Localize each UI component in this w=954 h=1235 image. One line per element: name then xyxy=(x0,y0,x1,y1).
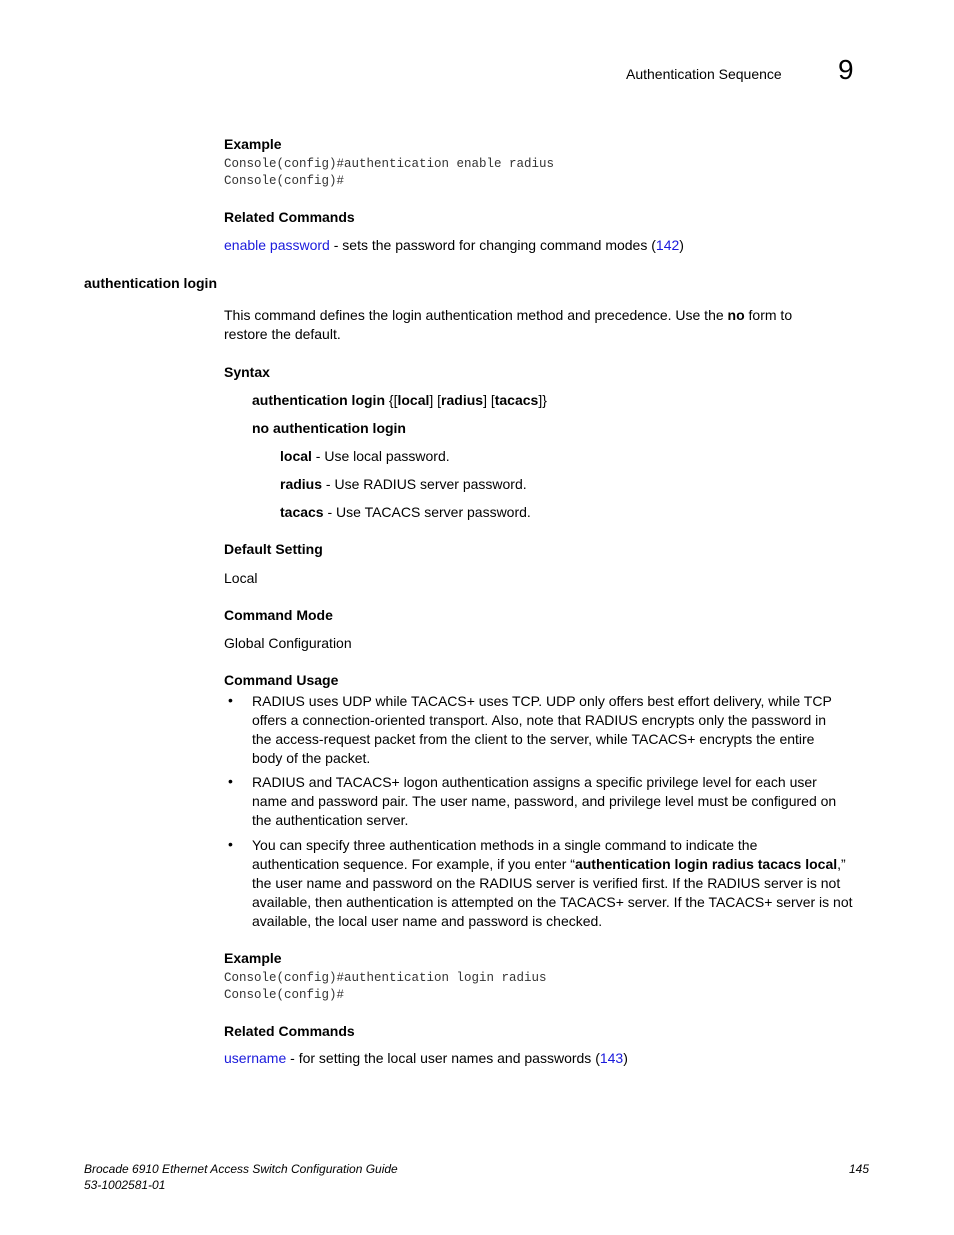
syntax-param-local: local xyxy=(397,392,430,408)
chapter-number: 9 xyxy=(838,54,854,85)
code-line: Console(config)# xyxy=(224,988,345,1002)
syntax-param-radius: radius xyxy=(441,392,484,408)
page-link-143[interactable]: 143 xyxy=(599,1050,624,1066)
username-link[interactable]: username xyxy=(224,1050,287,1066)
bullet-marker: • xyxy=(228,773,233,789)
code-line: Console(config)# xyxy=(224,174,345,188)
footer-page-number: 145 xyxy=(849,1162,870,1176)
desc-no-keyword: no xyxy=(727,307,745,323)
bullet-line: available, then authentication is attempted on the TACACS+ server. If the TACACS+ server is not xyxy=(252,894,853,910)
param-radius xyxy=(280,475,527,494)
footer-doc-title: Brocade 6910 Ethernet Access Switch Configuration Guide xyxy=(84,1162,398,1176)
bullet-text: ,” xyxy=(837,856,846,872)
bullet-line: available, the local user name and password is checked. xyxy=(252,913,603,929)
running-header-title: Authentication Sequence xyxy=(626,66,782,82)
param-name: radius xyxy=(280,476,323,492)
code-block xyxy=(224,156,554,190)
related-command-entry xyxy=(224,236,684,255)
bullet-text: authentication sequence. For example, if you enter “ xyxy=(252,856,575,872)
example-heading: Example xyxy=(224,136,282,152)
usage-bullet-1 xyxy=(252,692,872,768)
related-commands-heading: Related Commands xyxy=(224,209,355,225)
related-desc: - sets the password for changing command modes ( xyxy=(329,237,656,253)
param-desc: - Use TACACS server password. xyxy=(323,504,531,520)
code-line: Console(config)#authentication login radius xyxy=(224,971,547,985)
bullet-marker: • xyxy=(228,692,233,708)
footer-doc-number: 53-1002581-01 xyxy=(84,1178,166,1192)
syntax-no-form: no authentication login xyxy=(252,420,406,436)
usage-bullet-2 xyxy=(252,773,872,830)
desc-text: form to xyxy=(744,307,793,323)
param-name: local xyxy=(280,448,312,464)
param-name: tacacs xyxy=(280,504,324,520)
bullet-line: offers a connection-oriented transport. Also, note that RADIUS encrypts only the password in xyxy=(252,712,827,728)
usage-bullet-3 xyxy=(252,836,872,931)
related-desc: - for setting the local user names and passwords ( xyxy=(286,1050,600,1066)
syntax-heading: Syntax xyxy=(224,364,270,380)
bullet-line: RADIUS and TACACS+ logon authentication assigns a specific privilege level for each user xyxy=(252,774,817,790)
paren-close: ) xyxy=(679,237,684,253)
related-command-entry xyxy=(224,1049,628,1068)
code-line: Console(config)#authentication enable radius xyxy=(224,157,555,171)
description-line xyxy=(224,306,864,325)
param-tacacs xyxy=(280,503,531,522)
syntax-bracket: ] [ xyxy=(483,392,495,408)
code-block xyxy=(224,970,547,1004)
example-heading: Example xyxy=(224,950,282,966)
paren-close: ) xyxy=(623,1050,628,1066)
syntax-bracket: ] [ xyxy=(429,392,442,408)
syntax-bracket: {[ xyxy=(385,392,398,408)
default-setting-value: Local xyxy=(224,570,258,586)
command-usage-heading: Command Usage xyxy=(224,672,339,688)
bullet-line: the access-request packet from the client to the server, while TACACS+ encrypts the entire xyxy=(252,731,815,747)
bullet-line: the user name and password on the RADIUS server is verified first. If the RADIUS server is not xyxy=(252,875,841,891)
bullet-line: body of the packet. xyxy=(252,750,371,766)
command-description xyxy=(224,306,864,344)
command-mode-heading: Command Mode xyxy=(224,607,333,623)
default-setting-heading: Default Setting xyxy=(224,541,323,557)
syntax-cmd: authentication login xyxy=(252,392,385,408)
enable-password-link[interactable]: enable password xyxy=(224,237,330,253)
bullet-example-command: authentication login radius tacacs local xyxy=(574,856,838,872)
related-commands-heading: Related Commands xyxy=(224,1023,355,1039)
bullet-marker: • xyxy=(228,836,233,852)
bullet-line: the authentication server. xyxy=(252,812,409,828)
param-desc: - Use RADIUS server password. xyxy=(322,476,527,492)
bullet-line: name and password pair. The user name, password, and privilege level must be configured on xyxy=(252,793,837,809)
syntax-bracket: ]} xyxy=(538,392,547,408)
page-link-142[interactable]: 142 xyxy=(655,237,680,253)
command-mode-value: Global Configuration xyxy=(224,635,352,651)
bullet-line: You can specify three authentication methods in a single command to indicate the xyxy=(252,837,758,853)
command-title: authentication login xyxy=(84,275,217,291)
description-line: restore the default. xyxy=(224,326,341,342)
desc-text: This command defines the login authentication method and precedence. Use the xyxy=(224,307,728,323)
bullet-line: RADIUS uses UDP while TACACS+ uses TCP. UDP only offers best effort delivery, while TCP xyxy=(252,693,832,709)
param-desc: - Use local password. xyxy=(311,448,450,464)
bullet-line xyxy=(252,855,872,874)
syntax-param-tacacs: tacacs xyxy=(494,392,539,408)
param-local xyxy=(280,447,450,466)
syntax-line xyxy=(252,391,547,410)
